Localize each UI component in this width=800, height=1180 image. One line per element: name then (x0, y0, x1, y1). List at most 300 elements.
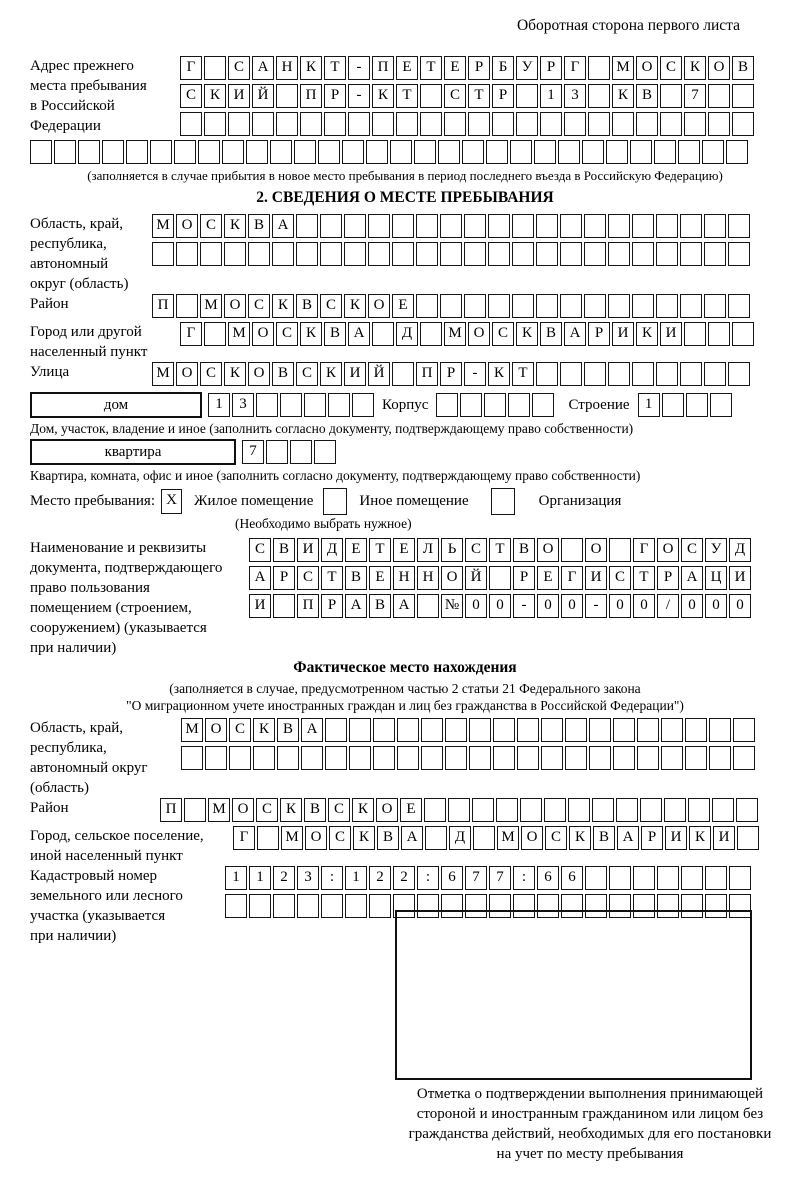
char-cell: Е (393, 538, 415, 562)
char-cell: К (689, 826, 711, 850)
char-cell (489, 894, 511, 918)
char-cell: О (537, 538, 559, 562)
grid-row (152, 294, 752, 318)
char-cell (654, 140, 676, 164)
char-cell (728, 362, 750, 386)
char-cell (512, 214, 534, 238)
char-cell (150, 140, 172, 164)
char-cell: И (249, 594, 271, 618)
char-cell: О (585, 538, 607, 562)
kvartira-caption: Квартира, комната, офис и иное (заполнить согласно документу, подтверждающему право собственности) (30, 468, 641, 483)
char-cell: В (296, 294, 318, 318)
char-cell (516, 112, 538, 136)
char-cell: 0 (561, 594, 583, 618)
char-cell (728, 214, 750, 238)
prev-address-label: Адрес прежнего места пребывания в Российской Федерации (30, 58, 147, 134)
char-cell: О (305, 826, 327, 850)
char-cell: О (176, 214, 198, 238)
stroenie-label: Строение (568, 397, 630, 413)
char-cell (657, 866, 679, 890)
char-cell (540, 112, 562, 136)
char-cell: Ц (705, 566, 727, 590)
section2-title: 2. СВЕДЕНИЯ О МЕСТЕ ПРЕБЫВАНИЯ (256, 189, 554, 206)
char-cell: С (229, 718, 251, 742)
char-cell: 1 (345, 866, 367, 890)
char-cell (320, 242, 342, 266)
char-cell (344, 214, 366, 238)
char-cell: К (488, 362, 510, 386)
char-cell (584, 214, 606, 238)
char-cell: 0 (465, 594, 487, 618)
char-cell (469, 718, 491, 742)
char-cell (368, 242, 390, 266)
kvartira-box: квартира (30, 439, 236, 465)
char-cell: Р (588, 322, 610, 346)
grid-row (181, 746, 757, 770)
char-cell (589, 718, 611, 742)
char-cell: О (468, 322, 490, 346)
char-cell: С (200, 362, 222, 386)
prev-address-caption: (заполняется в случае прибытия в новое место пребывания в период последнего въезда в Российскую Федерацию) (87, 168, 723, 183)
char-cell: О (636, 56, 658, 80)
char-cell (301, 746, 323, 770)
document-label: Наименование и реквизиты документа, подтверждающего право пользования помещением (строением, сооружением) (указывается при наличии) (30, 540, 223, 656)
char-cell (473, 826, 495, 850)
char-cell: К (612, 84, 634, 108)
char-cell (657, 894, 679, 918)
char-cell: Р (657, 566, 679, 590)
char-cell (606, 140, 628, 164)
char-cell: К (353, 826, 375, 850)
char-cell: 7 (242, 440, 264, 464)
char-cell (632, 214, 654, 238)
grid-row (249, 594, 753, 618)
char-cell (732, 322, 754, 346)
char-cell (448, 798, 470, 822)
fact-oblast-grid (181, 718, 757, 774)
char-cell: И (297, 538, 319, 562)
char-cell (561, 538, 583, 562)
char-cell (464, 294, 486, 318)
char-cell (608, 242, 630, 266)
char-cell (225, 894, 247, 918)
char-cell (488, 242, 510, 266)
char-cell (417, 894, 439, 918)
char-cell (609, 538, 631, 562)
char-cell: Т (633, 566, 655, 590)
char-cell: 2 (393, 866, 415, 890)
char-cell: - (585, 594, 607, 618)
kadastr-label: Кадастровый номер земельного или лесного участка (указывается при наличии) (30, 868, 183, 944)
char-cell (708, 112, 730, 136)
char-cell (488, 214, 510, 238)
char-cell (688, 798, 710, 822)
char-cell: А (301, 718, 323, 742)
char-cell: К (224, 362, 246, 386)
char-cell (348, 112, 370, 136)
char-cell: И (228, 84, 250, 108)
char-cell (662, 393, 684, 417)
char-cell: С (545, 826, 567, 850)
char-cell: О (252, 322, 274, 346)
char-cell: М (228, 322, 250, 346)
char-cell: А (401, 826, 423, 850)
char-cell: О (708, 56, 730, 80)
char-cell (280, 393, 302, 417)
char-cell (222, 140, 244, 164)
prev-address-grid (180, 56, 756, 140)
char-cell (294, 140, 316, 164)
fact-raion-label: Район (30, 800, 69, 816)
char-cell: Е (400, 798, 422, 822)
char-cell (342, 140, 364, 164)
char-cell (464, 214, 486, 238)
char-cell (486, 140, 508, 164)
char-cell (468, 112, 490, 136)
char-cell: С (200, 214, 222, 238)
char-cell: О (224, 294, 246, 318)
char-cell (181, 746, 203, 770)
char-cell (273, 594, 295, 618)
char-cell (416, 214, 438, 238)
char-cell (608, 294, 630, 318)
char-cell: Р (440, 362, 462, 386)
char-cell: Д (396, 322, 418, 346)
char-cell: В (377, 826, 399, 850)
char-cell (205, 746, 227, 770)
char-cell: И (713, 826, 735, 850)
char-cell (664, 798, 686, 822)
grid-row (180, 56, 756, 80)
char-cell (417, 594, 439, 618)
char-cell (588, 84, 610, 108)
char-cell (200, 242, 222, 266)
char-cell (126, 140, 148, 164)
char-cell (318, 140, 340, 164)
char-cell (584, 242, 606, 266)
char-cell (465, 894, 487, 918)
char-cell: Й (368, 362, 390, 386)
char-cell: В (248, 214, 270, 238)
char-cell: Т (321, 566, 343, 590)
char-cell (732, 84, 754, 108)
char-cell: Е (392, 294, 414, 318)
char-cell (492, 112, 514, 136)
char-cell (704, 214, 726, 238)
char-cell: С (228, 56, 250, 80)
char-cell: 3 (232, 393, 254, 417)
char-cell (273, 894, 295, 918)
grid-row (180, 112, 756, 136)
char-cell (728, 242, 750, 266)
char-cell: Е (345, 538, 367, 562)
char-cell: А (564, 322, 586, 346)
char-cell (712, 798, 734, 822)
char-cell (680, 214, 702, 238)
char-cell: Й (252, 84, 274, 108)
char-cell: И (729, 566, 751, 590)
grid-row (249, 538, 753, 562)
char-cell (493, 718, 515, 742)
char-cell: И (665, 826, 687, 850)
char-cell (321, 894, 343, 918)
char-cell: Т (512, 362, 534, 386)
char-cell: : (513, 866, 535, 890)
char-cell: П (372, 56, 394, 80)
char-cell: В (304, 798, 326, 822)
char-cell (705, 866, 727, 890)
char-cell: В (277, 718, 299, 742)
char-cell (344, 242, 366, 266)
page-note: Оборотная сторона первого листа (516, 17, 740, 34)
char-cell: Р (513, 566, 535, 590)
char-cell (608, 214, 630, 238)
char-cell: 7 (684, 84, 706, 108)
char-cell (582, 140, 604, 164)
char-cell: К (224, 214, 246, 238)
char-cell: К (253, 718, 275, 742)
char-cell: У (705, 538, 727, 562)
raion-label: Район (30, 296, 69, 312)
char-cell (588, 56, 610, 80)
char-cell: В (593, 826, 615, 850)
char-cell: Д (449, 826, 471, 850)
char-cell: М (152, 362, 174, 386)
char-cell: О (521, 826, 543, 850)
char-cell (608, 362, 630, 386)
char-cell (561, 894, 583, 918)
char-cell: Т (468, 84, 490, 108)
char-cell (300, 112, 322, 136)
char-cell: Г (564, 56, 586, 80)
char-cell (441, 894, 463, 918)
char-cell (613, 718, 635, 742)
char-cell (493, 746, 515, 770)
char-cell (704, 294, 726, 318)
char-cell (198, 140, 220, 164)
char-cell: И (585, 566, 607, 590)
document-block (30, 538, 780, 658)
char-cell (536, 214, 558, 238)
char-cell (257, 826, 279, 850)
char-cell: 6 (537, 866, 559, 890)
fact-caption-line1: (заполняется в случае, предусмотренном частью 2 статьи 21 Федерального закона (169, 681, 641, 696)
char-cell (702, 140, 724, 164)
char-cell: К (636, 322, 658, 346)
char-cell: Г (180, 322, 202, 346)
dom-caption: Дом, участок, владение и иное (заполнить согласно документу, подтверждающему право собственности) (30, 421, 634, 436)
char-cell (253, 746, 275, 770)
char-cell: П (160, 798, 182, 822)
char-cell (728, 294, 750, 318)
char-cell (704, 362, 726, 386)
char-cell (325, 718, 347, 742)
char-cell (445, 718, 467, 742)
char-cell: Д (321, 538, 343, 562)
char-cell: Н (393, 566, 415, 590)
char-cell (684, 112, 706, 136)
char-cell: О (368, 294, 390, 318)
checkbox-organizatsiya (491, 488, 515, 515)
char-cell: Е (537, 566, 559, 590)
char-cell (440, 294, 462, 318)
residence-type-hint: (Необходимо выбрать нужное) (235, 516, 412, 531)
char-cell (513, 894, 535, 918)
char-cell: 0 (681, 594, 703, 618)
char-cell (248, 242, 270, 266)
prev-address-overflow-row (30, 140, 780, 164)
char-cell: - (348, 56, 370, 80)
char-cell (588, 112, 610, 136)
char-cell: О (657, 538, 679, 562)
char-cell (290, 440, 312, 464)
char-cell (680, 294, 702, 318)
char-cell (176, 242, 198, 266)
char-cell (324, 112, 346, 136)
grid-row (180, 84, 756, 108)
char-cell (276, 84, 298, 108)
fact-oblast-label: Область, край, республика, автономный округ (область) (30, 720, 148, 796)
char-cell: О (205, 718, 227, 742)
char-cell (438, 140, 460, 164)
char-cell: 6 (561, 866, 583, 890)
char-cell: В (636, 84, 658, 108)
char-cell: Т (369, 538, 391, 562)
char-cell: М (152, 214, 174, 238)
char-cell (462, 140, 484, 164)
fact-caption-line2: "О миграционном учете иностранных граждан и лиц без гражданства в Российской Федерации") (126, 698, 684, 713)
char-cell: С (256, 798, 278, 822)
char-cell (517, 718, 539, 742)
char-cell: : (417, 866, 439, 890)
char-cell: О (248, 362, 270, 386)
char-cell (705, 894, 727, 918)
fact-oblast-block (30, 718, 780, 798)
char-cell: С (328, 798, 350, 822)
char-cell: Г (633, 538, 655, 562)
char-cell (736, 798, 758, 822)
char-cell: - (464, 362, 486, 386)
char-cell (152, 242, 174, 266)
char-cell (436, 393, 458, 417)
char-cell (314, 440, 336, 464)
char-cell: 1 (540, 84, 562, 108)
char-cell: 0 (609, 594, 631, 618)
char-cell: С (492, 322, 514, 346)
char-cell (102, 140, 124, 164)
char-cell: Г (180, 56, 202, 80)
char-cell (444, 112, 466, 136)
fact-gorod-label: Город, сельское поселение, иной населенный пункт (30, 828, 204, 864)
char-cell: Р (492, 84, 514, 108)
char-cell (469, 746, 491, 770)
fact-gorod-block (30, 826, 780, 866)
residence-type-label: Место пребывания: (30, 493, 155, 509)
option-label-organizatsiya: Организация (538, 493, 622, 509)
char-cell: Ь (441, 538, 463, 562)
char-cell (536, 294, 558, 318)
char-cell: С (329, 826, 351, 850)
char-cell (228, 112, 250, 136)
char-cell (421, 718, 443, 742)
char-cell: К (272, 294, 294, 318)
char-cell (661, 746, 683, 770)
char-cell: Т (489, 538, 511, 562)
char-cell: О (232, 798, 254, 822)
char-cell: Т (420, 56, 442, 80)
oblast-block (30, 214, 780, 294)
char-cell (397, 718, 419, 742)
char-cell: 0 (633, 594, 655, 618)
char-cell (585, 866, 607, 890)
char-cell (637, 718, 659, 742)
char-cell (708, 322, 730, 346)
char-cell: 2 (369, 866, 391, 890)
char-cell (296, 242, 318, 266)
char-cell: 0 (729, 594, 751, 618)
fact-raion-block (30, 798, 780, 826)
char-cell (710, 393, 732, 417)
char-cell (708, 84, 730, 108)
stamp-box (395, 910, 752, 1080)
grid-row (249, 566, 753, 590)
char-cell: 0 (705, 594, 727, 618)
char-cell: Д (729, 538, 751, 562)
char-cell (416, 242, 438, 266)
char-cell (733, 718, 755, 742)
char-cell (681, 866, 703, 890)
char-cell (632, 242, 654, 266)
char-cell: Б (492, 56, 514, 80)
char-cell (368, 214, 390, 238)
char-cell: 1 (208, 393, 230, 417)
fact-title: Фактическое место нахождения (293, 659, 517, 676)
char-cell (349, 718, 371, 742)
char-cell: К (352, 798, 374, 822)
char-cell (204, 56, 226, 80)
char-cell (352, 393, 374, 417)
char-cell (296, 214, 318, 238)
char-cell: 7 (489, 866, 511, 890)
char-cell (30, 140, 52, 164)
char-cell: П (297, 594, 319, 618)
char-cell (660, 84, 682, 108)
char-cell (369, 894, 391, 918)
char-cell (420, 322, 442, 346)
char-cell: Г (233, 826, 255, 850)
char-cell (640, 798, 662, 822)
char-cell: С (660, 56, 682, 80)
char-cell: В (732, 56, 754, 80)
char-cell (613, 746, 635, 770)
char-cell (425, 826, 447, 850)
char-cell (704, 242, 726, 266)
char-cell (392, 214, 414, 238)
char-cell (489, 566, 511, 590)
char-cell: В (272, 362, 294, 386)
char-cell (204, 112, 226, 136)
char-cell: В (513, 538, 535, 562)
char-cell (636, 112, 658, 136)
gorod-block (30, 322, 780, 362)
char-cell (516, 84, 538, 108)
dom-row (30, 392, 780, 418)
char-cell (633, 894, 655, 918)
char-cell (276, 112, 298, 136)
char-cell (584, 294, 606, 318)
char-cell: К (300, 56, 322, 80)
char-cell (396, 112, 418, 136)
